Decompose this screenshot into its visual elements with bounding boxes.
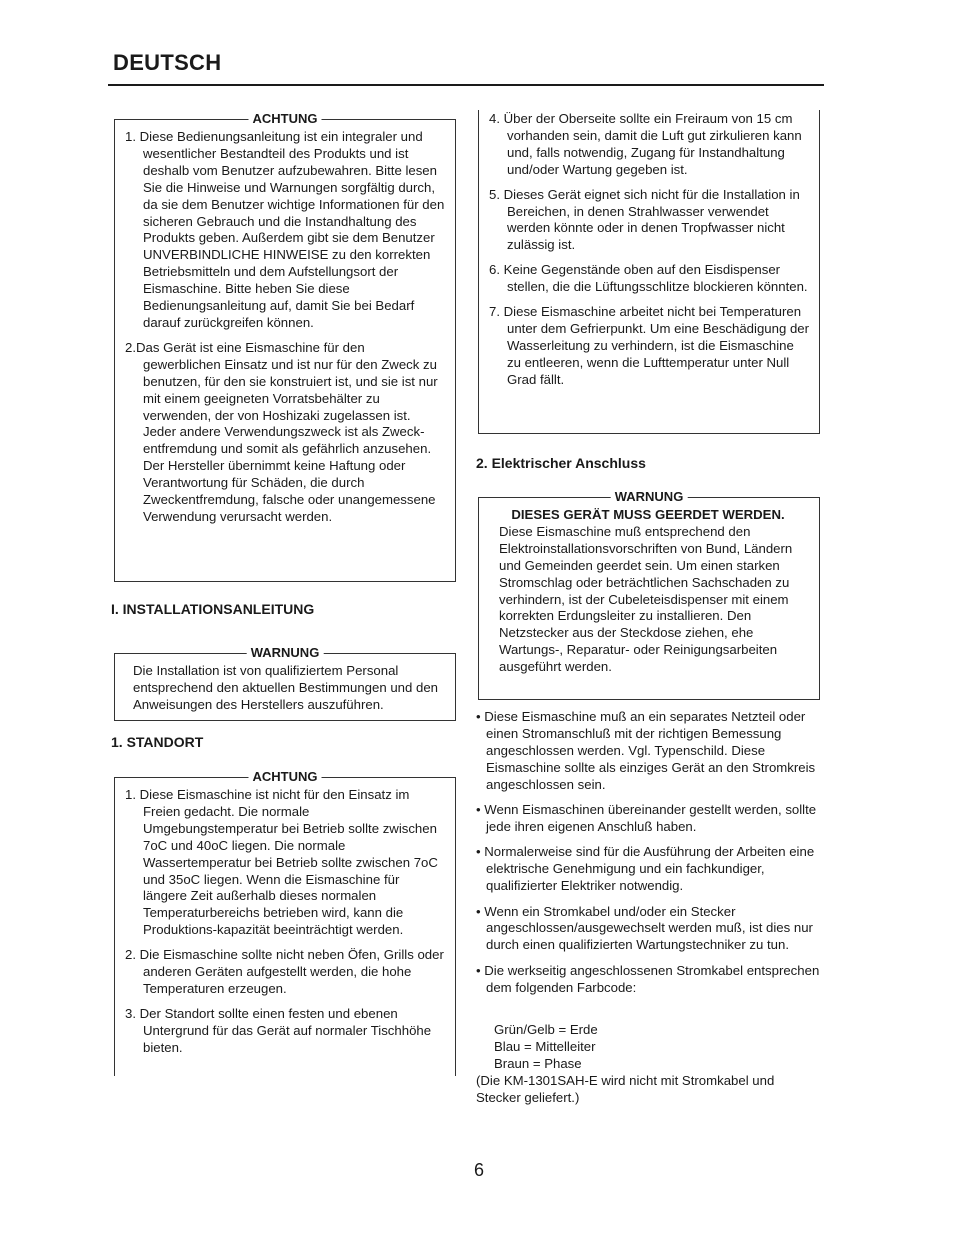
installation-heading: I. INSTALLATIONSANLEITUNG	[111, 601, 315, 617]
list-item: • Normalerweise sind für die Ausführung der Arbeiten eine elektrische Genehmigung und ein fachkundiger, qualifizierter Elektriker notwendig.	[476, 844, 821, 895]
color-code-neutral: Blau = Mittelleiter	[494, 1038, 596, 1054]
page-number: 6	[474, 1160, 485, 1180]
elektrisch-bullet-list	[476, 709, 821, 1005]
list-item: 3. Der Standort sollte einen festen und ebenen Untergrund für das Gerät auf normaler Tischhöhe bieten.	[125, 1005, 432, 1055]
header-rule	[108, 84, 824, 86]
page-title: DEUTSCH	[113, 50, 222, 75]
cable-note: (Die KM-1301SAH-E wird nicht mit Stromkabel und Stecker geliefert.)	[476, 1073, 775, 1105]
color-code-earth: Grün/Gelb = Erde	[494, 1022, 598, 1037]
standort-heading: 1. STANDORT	[111, 734, 204, 750]
list-item: 1. Diese Bedienungsanleitung ist ein integraler und wesentlicher Bestandteil des Produkts und ist deshalb vom Benutzer aufzubewahren. Bitte lesen Sie die Hinweise und Warnungen sorgfältig durch, da sie dem Benutzer wichtige Informationen für den sicheren Gebrauch und die Instandhaltung des Produkts geben. Außerdem gibt sie dem Benutzer UNVERBINDLICHE HINWEISE zu den korrekten Betriebsmitteln und dem Aufstellungsort der Eismaschine. Bitte heben Sie diese Bedienungsanleitung auf, damit Sie bei Bedarf darauf zurückgreifen können.	[125, 129, 445, 330]
color-code-list	[494, 1022, 598, 1073]
list-item: • Wenn ein Stromkabel und/oder ein Stecker angeschlossen/ausgewechselt werden muß, ist dies nur durch einen qualifizierten Wartungstechniker zu tun.	[476, 904, 821, 955]
list-item: 7. Diese Eismaschine arbeitet nicht bei Temperaturen unter dem Gefrierpunkt. Um eine Beschädigung der Wasserleitung zu verhindern, ist die Eismaschine zu entleeren, wenn die Lufttemperatur unter Null Grad fällt.	[489, 304, 810, 387]
warnung-strong-text: DIESES GERÄT MUSS GEERDET WERDEN.	[511, 507, 785, 522]
list-item: 5. Dieses Gerät eignet sich nicht für die Installation in Bereichen, in denen Strahlwasser verwendet werden könnte oder in denen Tropfwasser nicht zulässig ist.	[489, 186, 800, 253]
warnung-box-elektrisch	[478, 489, 820, 700]
standort-list	[125, 787, 445, 1057]
achtung-label: ACHTUNG	[249, 769, 322, 785]
list-item: 2. Die Eismaschine sollte nicht neben Öfen, Grills oder anderen Geräten aufgestellt werden, die hohe Temperaturen erzeugen.	[125, 947, 444, 996]
achtung-label: ACHTUNG	[249, 111, 322, 127]
list-item: 4. Über der Oberseite sollte ein Freiraum von 15 cm vorhanden sein, damit die Luft gut zirkulieren kann und, falls notwendig, Zugang für Instandhaltung und/oder Wartung gegeben ist.	[489, 111, 802, 177]
list-item: • Wenn Eismaschinen übereinander gestellt werden, sollte jede ihren eigenen Anschluß haben.	[476, 802, 821, 836]
achtung-box-standort-continued	[478, 110, 820, 434]
elektrisch-heading: 2. Elektrischer Anschluss	[476, 455, 646, 471]
warnung-box-installation	[114, 645, 456, 721]
achtung-box-general	[114, 111, 456, 582]
achtung-list	[125, 129, 445, 526]
list-item: 2.Das Gerät ist eine Eismaschine für den gewerblichen Einsatz und ist nur für den Zweck zu benutzen, für den sie konstruiert ist, und sie ist nur mit einem geeigneten Vorratsbehälter zu verwenden, der von Hoshizaki zugelassen ist. Jeder andere Verwendungszweck ist als Zweck-entfremdung und somit als gefährlich anzusehen. Der Hersteller übernimmt keine Haftung oder Verantwortung für Schäden, die durch Zweckentfremdung, falsche oder unangemessene Verwendung verursacht werden.	[125, 339, 438, 524]
standort-list-continued	[489, 111, 809, 389]
list-item: • Die werkseitig angeschlossenen Stromkabel entsprechen dem folgenden Farbcode:	[476, 963, 821, 997]
list-item: 1. Diese Eismaschine ist nicht für den Einsatz im Freien gedacht. Die normale Umgebungstemperatur bei Betrieb sollte zwischen 7oC und 40oC liegen. Die normale Wassertemperatur bei Betrieb sollte zwischen 7oC und 35oC liegen. Wenn die Eismaschine für längere Zeit außerhalb dieses normalen Temperaturbereichs betrieben wird, kann die Produktions-kapazität beeinträchtigt werden.	[125, 787, 438, 938]
achtung-box-standort	[114, 769, 456, 1076]
list-item: • Diese Eismaschine muß an ein separates Netzteil oder einen Stromanschluß mit der richtigen Bemessung angeschlossen werden. Vgl. Typenschild. Diese Eismaschine sollte als einziges Gerät an den Stromkreis angeschlossen sein.	[476, 709, 821, 794]
color-code-phase: Braun = Phase	[494, 1055, 582, 1071]
warnung-text: Diese Eismaschine muß entsprechend den Elektroinstallationsvorschriften von Bund, Ländern und Gemeinden geerdet sein. Um einen starken Stromschlag oder beträchtlichen Sachschaden zu verhindern, ist der Cubeleteisdispenser mit einem korrekten Erdungsleiter zu installieren. Den Netzstecker aus der Steckdose ziehen, ehe Wartungs-, Reparatur- oder Reinigungsarbeiten ausgeführt werden.	[499, 523, 793, 675]
warnung-text: Die Installation ist von qualifiziertem Personal entsprechend den aktuellen Bestimmungen und den Anweisungen des Herstellers auszuführen.	[133, 663, 438, 712]
list-item: 6. Keine Gegenstände oben auf den Eisdispenser stellen, die die Lüftungsschlitze blockieren könnten.	[489, 262, 808, 295]
warnung-label: WARNUNG	[247, 645, 324, 661]
warnung-label: WARNUNG	[611, 489, 688, 505]
